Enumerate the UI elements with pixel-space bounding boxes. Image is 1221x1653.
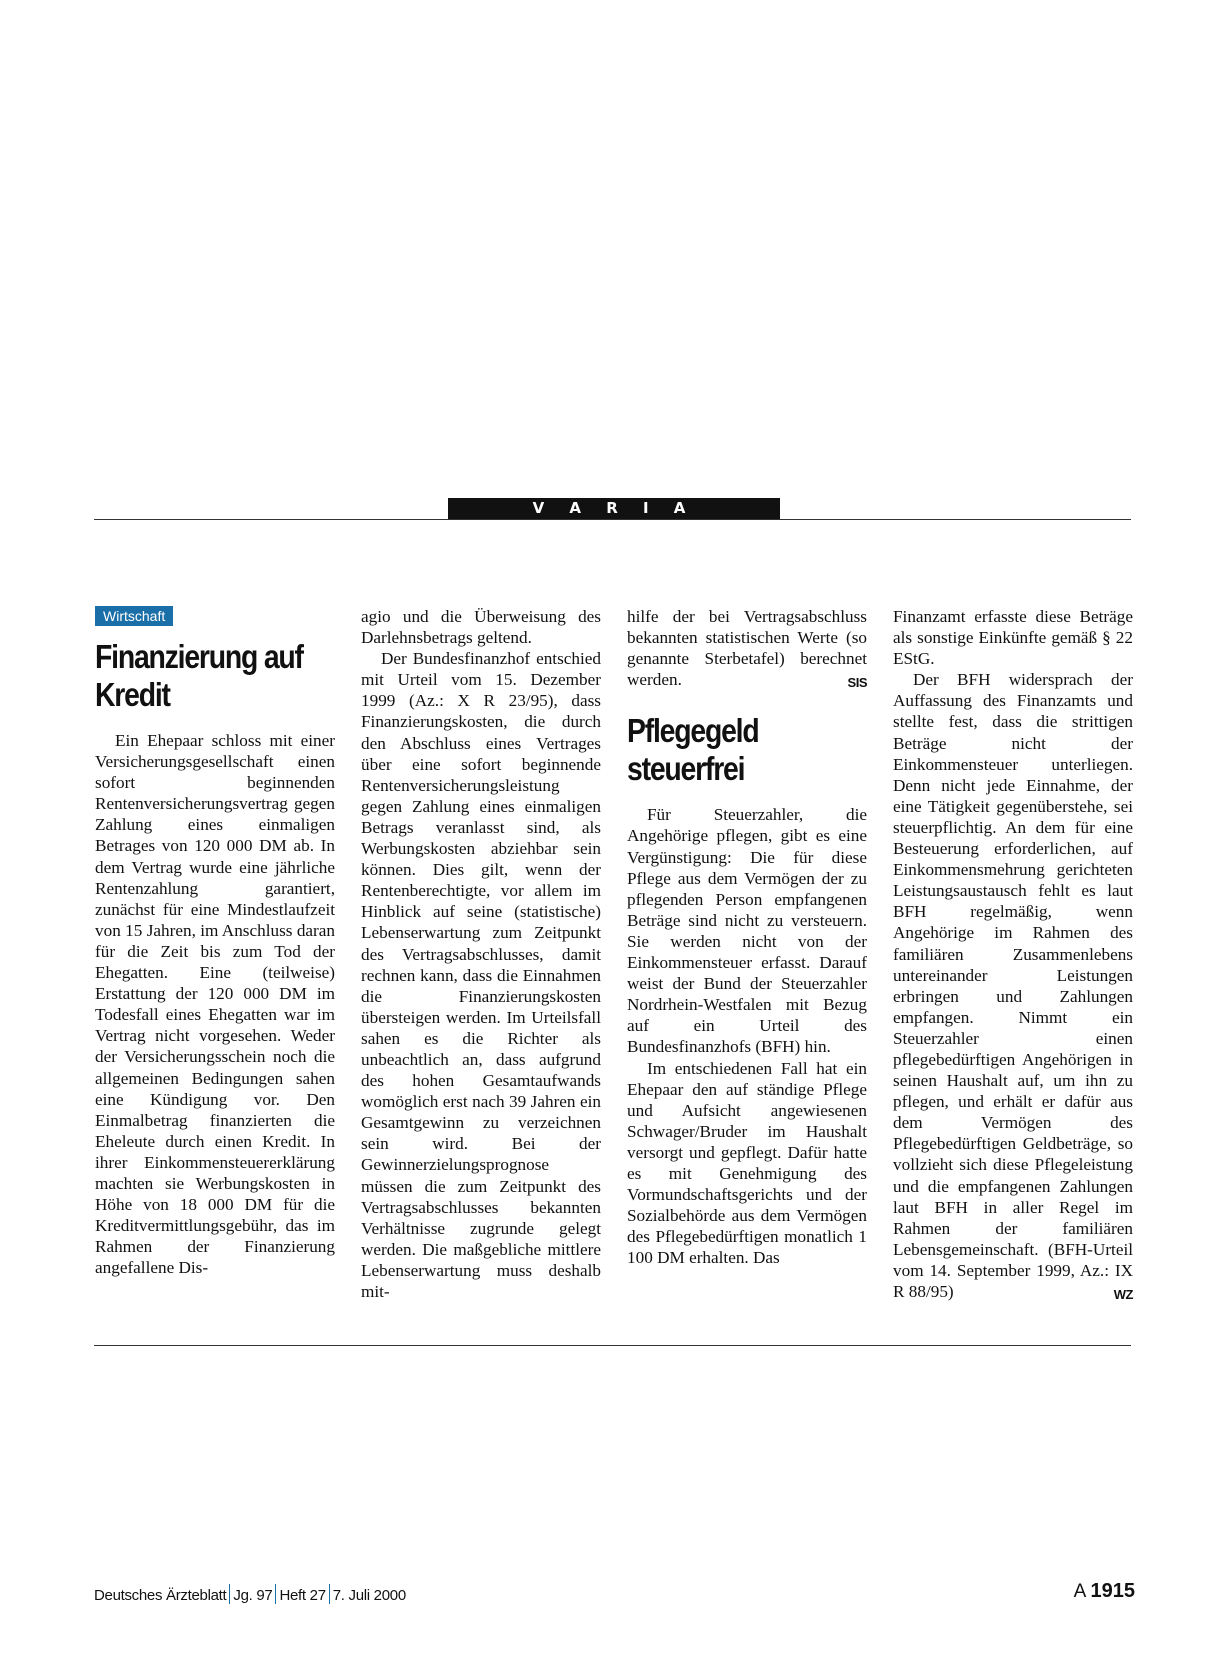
volume: Jg. 97 [233, 1587, 273, 1604]
article-1-body-cont: agio und die Überweisung des Darlehnsbetrags geltend. [361, 607, 601, 648]
article-2-body-cont: Finanzamt erfasste diese Beträge als sonstige Einkünfte gemäß § 22 EStG. [893, 607, 1133, 669]
separator [229, 1584, 230, 1604]
article-1-body-2: Der Bundesfinanzhof entschied mit Urteil vom 15. Dezember 1999 (Az.: X R 23/95), dass Finanzierungskosten, die durch den Abschluss eines Vertrages über eine sofort beginnende Rentenversicherungsleistung gegen Zahlung eines einmaligen Betrags veranlasst sind, als Werbungskosten abziehbar sein können. Dies gilt, wenn der Rentenberechtigte, vor allem im Hinblick auf seine (statistische) Lebenserwartung zum Zeitpunkt des Vertragsabschlusses, damit rechnen kann, dass die Einnahmen die Finanzierungskosten übersteigen werden. Im Urteilsfall sahen es die Richter als unbeachtlich an, dass aufgrund des hohen Gesamtaufwands womöglich erst nach 39 Jahren ein Gesamtgewinn zu verzeichnen sein wird. Bei der Gewinnerzielungsprognose müssen die zum Zeitpunkt des Vertragsabschlusses bekannten Verhältnisse zugrunde gelegt werden. Die maßgebliche mittlere Lebenserwartung muss deshalb mit- [361, 649, 601, 1301]
article-1-body: Ein Ehepaar schloss mit einer Versicherungsgesellschaft einen sofort beginnenden Rentenversicherungsvertrag gegen Zahlung eines einmaligen Betrages von 120 000 DM ab. In dem Vertrag wurde eine jährliche Rentenzahlung garantiert, zunächst für eine Mindestlaufzeit von 15 Jahren, im Anschluss daran für die Zeit bis zum Tod der Ehegatten. Eine (teilweise) Erstattung der 120 000 DM im Todesfall eines Ehegatten war im Vertrag nicht vorgesehen. Weder der Versicherungsschein noch die allgemeinen Bedingungen sahen eine Kündigung vor. Den Einmalbetrag finanzierten die Eheleute durch einen Kredit. In ihrer Einkommensteuererklärung machten sie Werbungskosten in Höhe von 18 000 DM für die Kreditvermittlungsgebühr, das im Rahmen der Finanzierung angefallene Dis- [95, 731, 335, 1278]
issue: Heft 27 [279, 1587, 326, 1604]
page-number-value: 1915 [1090, 1580, 1135, 1602]
column-1 [95, 606, 335, 1278]
issue-date: 7. Juli 2000 [332, 1587, 406, 1604]
article-2-body-3: Der BFH widersprach der Auffassung des Finanzamts und stellte fest, dass die strittigen Beträge nicht der Einkommensteuer unterliegen. Denn nicht jede Einnahme, der eine Tätigkeit gegenüberstehe, sei steuerpflichtig. An dem für eine Besteuerung erforderlichen, auf Einkommensmehrung gerichteten Leistungsaustausch fehlt es laut BFH regelmäßig, wenn Angehörige im Rahmen des familiären Zusammenlebens untereinander Leistungen erbringen und Zahlungen empfangen. Nimmt ein Steuerzahler einen pflegebedürftigen Angehörigen in seinen Haushalt auf, um ihn zu pflegen, und erhält er dafür aus dem Vermögen des Pflegebedürftigen Geldbeträge, so vollzieht sich diese Pflegeleistung und die empfangenen Zahlungen laut BFH in aller Regel im Rahmen der familiären Lebensgemeinschaft. (BFH-Urteil vom 14. September 1999, Az.: IX R 88/95) WZ [893, 669, 1133, 1302]
page-number [1074, 1580, 1135, 1603]
category-tag: Wirtschaft [95, 606, 173, 626]
separator [329, 1584, 330, 1604]
article-2-title: Pflegegeld steuerfrei [627, 712, 759, 788]
author-wz: WZ [1113, 1287, 1133, 1302]
column-2 [361, 606, 601, 1302]
journal-name: Deutsches Ärzteblatt [94, 1587, 227, 1604]
section-header: V A R I A [448, 498, 780, 519]
article-1-title: Finanzierung auf Kredit [95, 638, 303, 713]
separator [275, 1584, 276, 1604]
column-4 [893, 606, 1133, 1305]
top-rule [94, 519, 1131, 520]
article-1-body-end: hilfe der bei Vertragsabschluss bekannten statistischen Werte (so genannte Sterbetafel) berechnet werden. SIS [627, 606, 867, 690]
bottom-rule [94, 1345, 1131, 1346]
author-sis: SIS [847, 675, 867, 691]
article-2-body-2: Im entschiedenen Fall hat ein Ehepaar den auf ständige Pflege und Aufsicht angewiesenen Schwager/Bruder im Haushalt versorgt und gepflegt. Dafür hatte es mit Genehmigung des Vormundschaftsgerichts und der Sozialbehörde aus dem Vermögen des Pflegebedürftigen monatlich 1 100 DM erhalten. Das [627, 1058, 867, 1268]
page-prefix: A [1073, 1581, 1086, 1602]
column-3 [627, 606, 867, 1268]
footer-citation [94, 1584, 406, 1604]
article-2-body: Für Steuerzahler, die Angehörige pflegen, gibt es eine Vergünstigung: Die für diese Pflege aus dem Vermögen der zu pflegenden Person empfangenen Beträge sind nicht zu versteuern. Sie werden nicht von der Einkommensteuer erfasst. Darauf weist der Bund der Steuerzahler Nordrhein-Westfalen mit Bezug auf ein Urteil des Bundesfinanzhofs (BFH) hin. [627, 805, 867, 1057]
